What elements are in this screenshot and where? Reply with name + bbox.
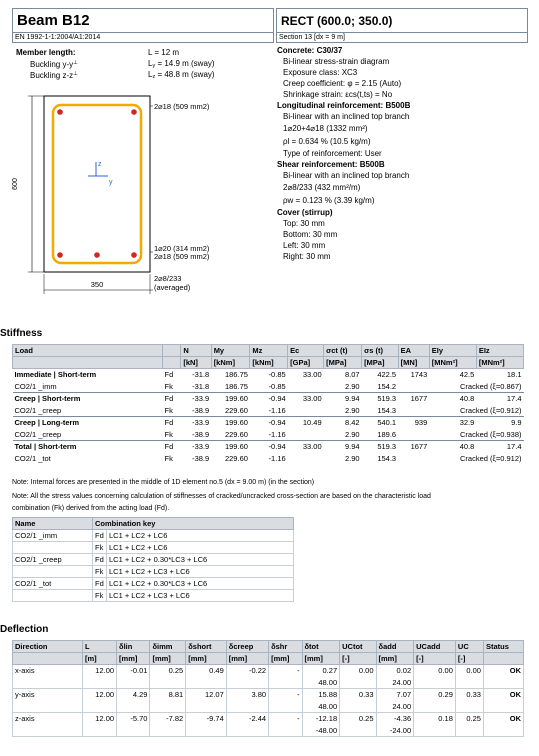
cover-top: Top: 30 mm [283, 219, 325, 228]
deflection-cell: 0.00 [340, 665, 376, 689]
stiffness-header: EIy [429, 345, 476, 357]
deflection-unit: [mm] [150, 653, 186, 665]
deflection-cell: 0.02 [376, 665, 414, 677]
stiffness-unit: [kN] [181, 357, 211, 369]
stiffness-note-2: Note: All the stress values concerning calculation of stiffnesses of cracked/uncracked cross-section are based on the characteristic load [12, 493, 431, 500]
stiffness-cell [398, 381, 429, 393]
combination-cell: CO2/1 _creep [13, 554, 93, 566]
stiffness-cell: 9.94 [324, 393, 362, 405]
stiffness-note-1: Note: Internal forces are presented in the middle of 1D element no.5 (dx = 9.00 m) (in the section) [12, 479, 315, 486]
deflection-cell: 12.00 [83, 713, 117, 737]
stiffness-cell: 199.60 [211, 417, 250, 429]
stiffness-cell: 9.9 [476, 417, 523, 429]
stiffness-cell: 199.60 [211, 441, 250, 453]
stiffness-cell: Cracked (ξ=0.867) [459, 381, 522, 391]
stiffness-header: EIz [476, 345, 523, 357]
concrete-title: Concrete: C30/37 [277, 46, 343, 55]
stiffness-cell: 186.75 [211, 369, 250, 381]
stiffness-cell: Fk [164, 405, 173, 415]
deflection-header: L [83, 641, 117, 653]
stiffness-unit: [kNm] [250, 357, 288, 369]
stiffness-cell: Total | Short-term [13, 441, 163, 453]
deflection-cell: -0.22 [226, 665, 268, 689]
stiffness-cell: -38.9 [192, 405, 210, 415]
stiffness-cell: 32.9 [429, 417, 476, 429]
axis-z-label: z [98, 161, 102, 168]
stiffness-cell: 154.3 [377, 405, 397, 415]
stiffness-cell: -0.85 [250, 369, 288, 381]
member-length-value: L = 12 m [148, 48, 180, 57]
deflection-cell: 8.81 [150, 689, 186, 713]
deflection-cell: 12.00 [83, 665, 117, 689]
stiffness-header: Load [13, 345, 163, 357]
section-type: RECT (600.0; 350.0) [281, 14, 393, 28]
top-bars-label: 2⌀18 (509 mm2) [154, 102, 210, 111]
rebar-bottom-right [131, 252, 137, 258]
stiffness-cell [288, 405, 324, 417]
shear-reinf-ratio: ρw = 0.123 % (3.39 kg/m) [283, 196, 375, 205]
deflection-cell: -4.36 [376, 713, 414, 725]
stiffness-cell: Fd [163, 417, 181, 429]
stiffness-cell: Immediate | Short-term [13, 369, 163, 381]
long-reinf-diagram: Bi-linear with an inclined top branch [283, 112, 410, 121]
stiffness-cell: 154.3 [377, 454, 397, 463]
stiffness-cell: 229.60 [224, 454, 248, 463]
combination-cell: LC1 + LC2 + LC3 + LC6 [107, 566, 294, 578]
deflection-cell: OK [483, 665, 523, 689]
combination-cell: Fk [93, 590, 107, 602]
stiffness-header: My [211, 345, 250, 357]
deflection-header: Direction [13, 641, 83, 653]
stiffness-cell: 540.1 [362, 417, 399, 429]
concrete-outline [44, 96, 150, 272]
deflection-limit: 48.00 [302, 677, 340, 689]
cross-section-drawing [8, 88, 270, 300]
stiffness-cell: 2.90 [344, 454, 360, 463]
combination-cell [13, 566, 93, 578]
deflection-cell: -12.18 [302, 713, 340, 725]
shear-reinf-title: Shear reinforcement: B500B [277, 160, 385, 169]
deflection-cell: 0.18 [414, 713, 456, 737]
stiffness-cell: Fd [163, 441, 181, 453]
stiffness-cell: 40.8 [429, 393, 476, 405]
deflection-cell: -9.74 [186, 713, 227, 737]
deflection-unit: [-] [455, 653, 483, 665]
shrinkage-strain: Shrinkage strain: εcs(t,ts) = No [283, 90, 393, 99]
stiffness-cell: 10.49 [288, 417, 324, 429]
cover-right: Right: 30 mm [283, 252, 331, 261]
stiffness-cell: 422.5 [362, 369, 399, 381]
deflection-cell: OK [483, 689, 523, 713]
stiffness-cell: -38.9 [192, 454, 210, 463]
design-code: EN 1992-1-1:2004/A1:2014 [12, 32, 274, 43]
stiffness-cell: 40.8 [429, 441, 476, 453]
deflection-unit: [mm] [302, 653, 340, 665]
stiffness-cell: CO2/1 _tot [14, 454, 51, 463]
stiffness-cell: 229.60 [224, 405, 248, 415]
stiffness-cell: 17.4 [476, 393, 523, 405]
stiffness-unit: [MPa] [362, 357, 399, 369]
beam-title: Beam B12 [17, 12, 90, 29]
stiffness-cell: 2.90 [344, 381, 360, 391]
combinations-table [12, 517, 294, 602]
buckling-zz-value: $L_z = 48.8$ m (sway) [148, 70, 215, 80]
deflection-cell: 4.29 [117, 689, 150, 713]
deflection-cell: -5.70 [117, 713, 150, 737]
deflection-cell: 15.88 [302, 689, 340, 701]
deflection-cell: -7.82 [150, 713, 186, 737]
stiffness-unit: [MNm²] [476, 357, 523, 369]
deflection-cell: - [269, 665, 302, 689]
deflection-cell: 12.07 [186, 689, 227, 713]
stiffness-cell: Cracked (ξ=0.938) [459, 429, 522, 439]
deflection-unit: [mm] [376, 653, 414, 665]
stiffness-cell: Creep | Long-term [13, 417, 163, 429]
buckling-yy-label: Buckling y-y⊥ [30, 60, 78, 69]
combination-cell: Fk [93, 542, 107, 554]
deflection-cell: 0.00 [414, 665, 456, 689]
stiffness-cell: Fd [163, 393, 181, 405]
stiffness-header [163, 345, 181, 357]
combination-name-header: Name [13, 518, 93, 530]
stiffness-cell: CO2/1 _imm [14, 381, 57, 391]
stiffness-header: σs (t) [362, 345, 399, 357]
combination-cell: LC1 + LC2 + LC6 [107, 542, 294, 554]
long-reinf-bars: 1⌀20+4⌀18 (1332 mm²) [283, 124, 368, 133]
stiffness-cell: -1.16 [268, 405, 286, 415]
exposure-class: Exposure class: XC3 [283, 68, 358, 77]
combination-cell: LC1 + LC2 + 0.30*LC3 + LC6 [107, 554, 294, 566]
deflection-header: UCadd [414, 641, 456, 653]
stiffness-table [12, 344, 524, 465]
stiffness-cell: CO2/1 _creep [14, 405, 62, 415]
deflection-cell: 0.29 [414, 689, 456, 713]
stiffness-cell: 519.3 [362, 393, 399, 405]
deflection-cell: 3.80 [226, 689, 268, 713]
stiffness-cell: -0.94 [250, 417, 288, 429]
deflection-limit: 24.00 [376, 677, 414, 689]
combination-cell: Fd [93, 530, 107, 542]
deflection-unit [483, 653, 523, 665]
section-position: Section 13 [dx = 9 m] [276, 32, 528, 43]
deflection-cell: 0.33 [455, 689, 483, 713]
width-dimension: 350 [90, 280, 104, 289]
stiffness-cell: -33.9 [181, 441, 211, 453]
stiffness-cell: Fk [164, 381, 173, 391]
deflection-unit: [mm] [117, 653, 150, 665]
stiffness-cell [398, 405, 429, 417]
stiffness-cell [398, 429, 429, 441]
deflection-cell: 0.27 [302, 665, 340, 677]
deflection-cell: 12.00 [83, 689, 117, 713]
deflection-cell: OK [483, 713, 523, 737]
stiffness-header: Mz [250, 345, 288, 357]
stiffness-cell: 1677 [398, 441, 429, 453]
stiffness-cell: -33.9 [181, 417, 211, 429]
rebar-top-left [57, 109, 63, 115]
stiffness-cell: Cracked (ξ=0.912) [459, 454, 522, 463]
buckling-zz-label: Buckling z-z⊥ [30, 71, 78, 80]
cover-left: Left: 30 mm [283, 241, 326, 250]
stiffness-cell: CO2/1 _creep [14, 429, 62, 439]
stiffness-title: Stiffness [0, 328, 43, 339]
shear-reinf-diagram: Bi-linear with an inclined top branch [283, 171, 410, 180]
stiffness-cell: 1677 [398, 393, 429, 405]
combination-cell [13, 590, 93, 602]
stiffness-cell: Fd [163, 369, 181, 381]
deflection-limit: -24.00 [376, 725, 414, 737]
deflection-cell: 0.25 [455, 713, 483, 737]
deflection-header: δlin [117, 641, 150, 653]
stiffness-cell: 186.75 [224, 381, 248, 391]
combination-cell: LC1 + LC2 + 0.30*LC3 + LC6 [107, 578, 294, 590]
bottom-bars-label-2: 2⌀18 (509 mm2) [154, 252, 210, 261]
bottom-bars-label-1: 1⌀20 (314 mm2) [154, 244, 210, 253]
deflection-cell: 0.33 [340, 689, 376, 713]
combination-cell: LC1 + LC2 + LC3 + LC6 [107, 590, 294, 602]
stiffness-cell: 2.90 [344, 405, 360, 415]
stiffness-cell: Fk [164, 454, 173, 463]
stiffness-cell: Fk [164, 429, 173, 439]
stiffness-cell: 33.00 [288, 369, 324, 381]
stiffness-cell: 8.42 [324, 417, 362, 429]
stiffness-cell: Creep | Short-term [13, 393, 163, 405]
deflection-unit [13, 653, 83, 665]
materials-panel [277, 45, 410, 262]
deflection-title: Deflection [0, 624, 49, 635]
stiffness-cell: 939 [398, 417, 429, 429]
deflection-unit: [mm] [186, 653, 227, 665]
stiffness-unit [163, 357, 181, 369]
long-reinf-ratio: ρl = 0.634 % (10.5 kg/m) [283, 137, 371, 146]
stiffness-cell: 33.00 [288, 441, 324, 453]
stiffness-cell: Cracked (ξ=0.912) [459, 405, 522, 415]
stiffness-unit: [MNm²] [429, 357, 476, 369]
deflection-header: δimm [150, 641, 186, 653]
deflection-header: δcreep [226, 641, 268, 653]
combination-cell: Fd [93, 554, 107, 566]
deflection-unit: [-] [414, 653, 456, 665]
stiffness-cell [398, 453, 429, 465]
stiffness-unit: [MN] [398, 357, 429, 369]
deflection-cell: - [269, 713, 302, 737]
stirrup-label-1: 2⌀8/233 [154, 274, 182, 283]
member-length-label: Member length: [16, 48, 76, 57]
stiffness-cell: -1.16 [268, 429, 286, 439]
stiffness-unit: [GPa] [288, 357, 324, 369]
combination-cell: LC1 + LC2 + LC6 [107, 530, 294, 542]
deflection-cell: z-axis [13, 713, 83, 737]
stiffness-cell: 8.07 [324, 369, 362, 381]
combination-cell [13, 542, 93, 554]
deflection-cell: -0.01 [117, 665, 150, 689]
deflection-cell: 0.00 [455, 665, 483, 689]
deflection-cell: 0.49 [186, 665, 227, 689]
deflection-header: δtot [302, 641, 340, 653]
header-section [276, 8, 528, 32]
stiffness-header: σct (t) [324, 345, 362, 357]
stiffness-cell: 519.3 [362, 441, 399, 453]
rebar-bottom-middle [94, 252, 100, 258]
stiffness-unit: [kNm] [211, 357, 250, 369]
deflection-cell: 0.25 [340, 713, 376, 737]
stiffness-cell: 229.60 [224, 429, 248, 439]
axis-y-label: y [109, 179, 113, 186]
deflection-unit: [-] [340, 653, 376, 665]
deflection-table [12, 640, 524, 737]
deflection-cell: x-axis [13, 665, 83, 689]
deflection-cell: 7.07 [376, 689, 414, 701]
rebar-bottom-left [57, 252, 63, 258]
reinf-type: Type of reinforcement: User [283, 149, 382, 158]
deflection-header: δadd [376, 641, 414, 653]
stiffness-unit [13, 357, 163, 369]
stiffness-cell: 18.1 [476, 369, 523, 381]
stiffness-cell: 17.4 [476, 441, 523, 453]
stirrup-label-2: (averaged) [154, 283, 191, 292]
shear-reinf-bars: 2⌀8/233 (432 mm²/m) [283, 183, 361, 192]
stiffness-header: Ec [288, 345, 324, 357]
stiffness-header: EA [398, 345, 429, 357]
stiffness-cell: -31.8 [181, 369, 211, 381]
stiffness-cell: -38.9 [192, 429, 210, 439]
stiffness-cell: 1743 [398, 369, 429, 381]
stiffness-cell: 42.5 [429, 369, 476, 381]
creep-coefficient: Creep coefficient: φ = 2.15 (Auto) [283, 79, 402, 88]
deflection-header: UC [455, 641, 483, 653]
long-reinf-title: Longitudinal reinforcement: B500B [277, 101, 411, 110]
stiffness-cell: -31.8 [192, 381, 210, 391]
combination-cell: CO2/1 _imm [13, 530, 93, 542]
deflection-header: δshr [269, 641, 302, 653]
concrete-diagram: Bi-linear stress-strain diagram [283, 57, 390, 66]
buckling-yy-value: $L_y = 14.9$ m (sway) [148, 59, 215, 69]
deflection-unit: [mm] [226, 653, 268, 665]
stiffness-cell: 9.94 [324, 441, 362, 453]
combination-cell: CO2/1 _tot [13, 578, 93, 590]
deflection-limit: 24.00 [376, 701, 414, 713]
stiffness-cell [288, 453, 324, 465]
deflection-cell: -2.44 [226, 713, 268, 737]
deflection-unit: [mm] [269, 653, 302, 665]
stiffness-cell: 199.60 [211, 393, 250, 405]
stiffness-header: N [181, 345, 211, 357]
combination-cell: Fk [93, 566, 107, 578]
deflection-header: Status [483, 641, 523, 653]
deflection-unit: [m] [83, 653, 117, 665]
stiffness-note-3: combination (Fk) derived from the acting load (Fd). [12, 505, 170, 512]
stiffness-cell: -1.16 [268, 454, 286, 463]
deflection-cell: 0.25 [150, 665, 186, 689]
rebar-top-right [131, 109, 137, 115]
deflection-limit: -48.00 [302, 725, 340, 737]
stiffness-cell [288, 429, 324, 441]
stiffness-cell: -0.85 [268, 381, 286, 391]
stiffness-cell: -33.9 [181, 393, 211, 405]
stiffness-cell: -0.94 [250, 441, 288, 453]
stiffness-cell: 2.90 [344, 429, 360, 439]
deflection-cell: - [269, 689, 302, 713]
combination-key-header: Combination key [93, 518, 294, 530]
deflection-limit: 48.00 [302, 701, 340, 713]
stiffness-cell: 33.00 [288, 393, 324, 405]
stiffness-unit: [MPa] [324, 357, 362, 369]
cover-bottom: Bottom: 30 mm [283, 230, 338, 239]
stiffness-cell [288, 381, 324, 393]
cover-title: Cover (stirrup) [277, 208, 333, 217]
deflection-cell: y-axis [13, 689, 83, 713]
stiffness-cell: 189.6 [377, 429, 397, 439]
stiffness-cell: -0.94 [250, 393, 288, 405]
deflection-header: UCtot [340, 641, 376, 653]
header-beam [12, 8, 274, 32]
combination-cell: Fd [93, 578, 107, 590]
stiffness-cell: 154.2 [377, 381, 397, 391]
height-dimension: 600 [12, 178, 19, 190]
deflection-header: δshort [186, 641, 227, 653]
